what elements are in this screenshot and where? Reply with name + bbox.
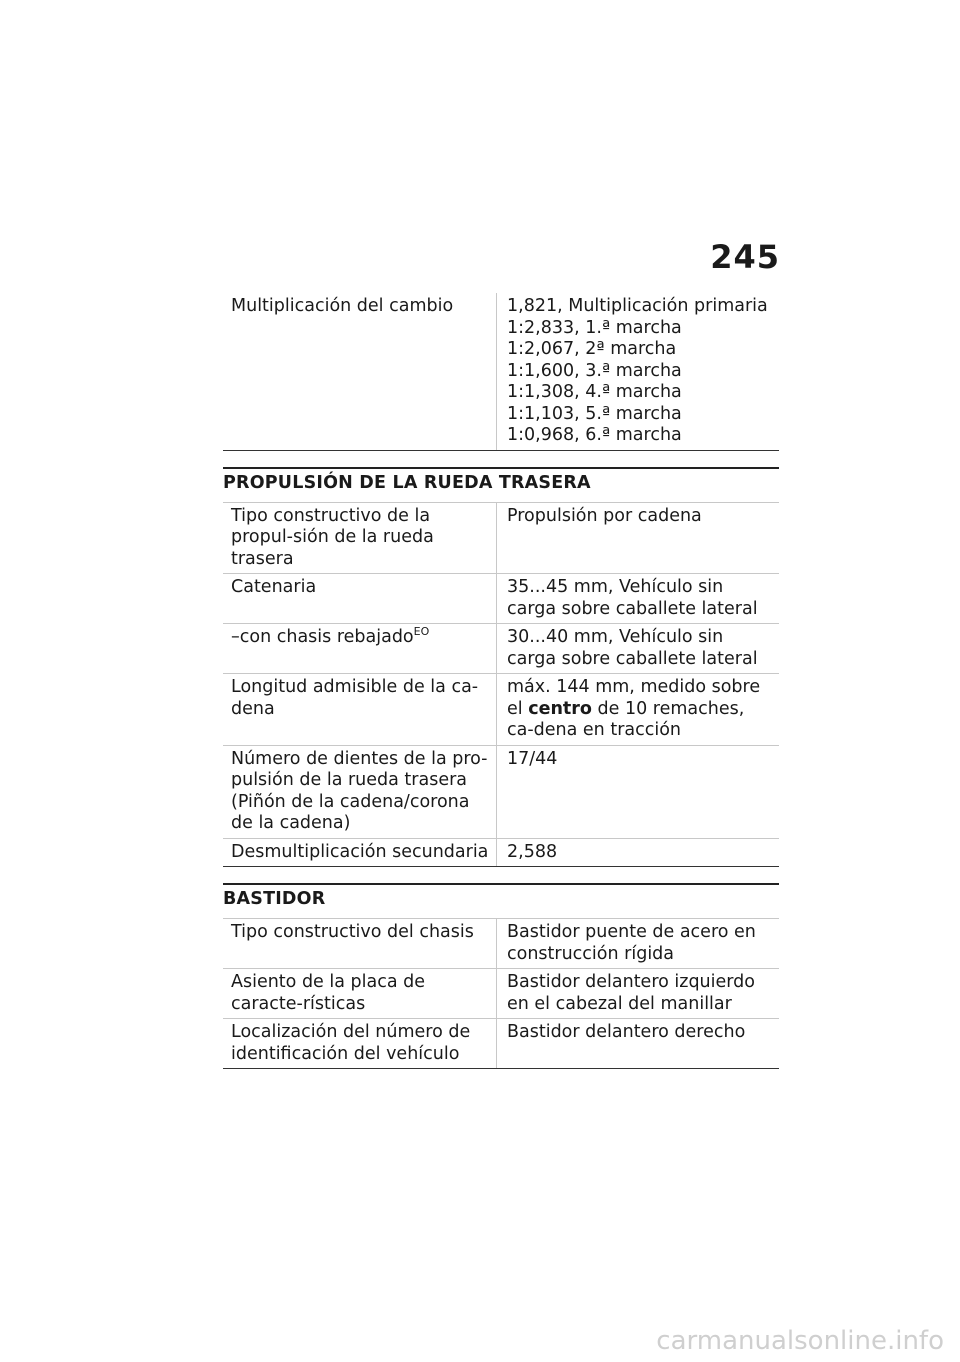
- spec-label: [223, 624, 497, 674]
- table-row: [223, 503, 779, 574]
- spec-label: Asiento de la placa de caracte-rísticas: [223, 969, 497, 1019]
- gear-ratio-line: 1:2,833, 1.ª marcha: [507, 317, 682, 338]
- table-row: [223, 745, 779, 838]
- spec-value: 17/44: [497, 745, 780, 838]
- table-row: [223, 674, 779, 746]
- gear-ratio-line: 1:1,103, 5.ª marcha: [507, 403, 682, 424]
- section-heading-rear-drive: PROPULSIÓN DE LA RUEDA TRASERA: [223, 467, 779, 503]
- gear-ratio-line: 1:2,067, 2ª marcha: [507, 339, 677, 359]
- gear-ratio-line: 1:1,600, 3.ª marcha: [507, 360, 682, 381]
- table-row: [223, 624, 779, 674]
- section-heading-frame: BASTIDOR: [223, 883, 779, 919]
- emphasis-text: centro: [528, 698, 592, 719]
- spec-value: 2,588: [497, 838, 780, 867]
- gear-ratio-line: 1:0,968, 6.ª marcha: [507, 425, 682, 445]
- table-row: [223, 969, 779, 1019]
- spec-value: 30...40 mm, Vehículo sin carga sobre caballete lateral: [497, 624, 780, 674]
- spec-label: Multiplicación del cambio: [223, 293, 497, 450]
- table-row: [223, 919, 779, 969]
- rear-drive-table: [223, 503, 779, 868]
- watermark: carmanualsonline.info: [656, 1326, 944, 1356]
- spec-label: Catenaria: [223, 574, 497, 624]
- spec-value-text: de 10 remaches, ca-dena en tracción: [507, 698, 745, 740]
- spec-content: [223, 293, 779, 1069]
- table-row: [223, 574, 779, 624]
- spec-value: Bastidor puente de acero en construcción rígida: [497, 919, 780, 969]
- spec-value: Bastidor delantero derecho: [497, 1019, 780, 1069]
- spec-value: [497, 674, 780, 746]
- spec-label: Tipo constructivo de la propul-sión de la rueda trasera: [223, 503, 497, 574]
- table-row: [223, 838, 779, 867]
- gear-ratios: [497, 293, 780, 450]
- frame-table: [223, 919, 779, 1069]
- transmission-table: [223, 293, 779, 451]
- spec-label: Número de dientes de la pro-pulsión de la rueda trasera (Piñón de la cadena/corona de la cadena): [223, 745, 497, 838]
- page-number: 245: [710, 238, 780, 276]
- table-row: [223, 293, 779, 450]
- spec-value: Propulsión por cadena: [497, 503, 780, 574]
- spec-label: Desmultiplicación secundaria: [223, 838, 497, 867]
- spec-label: Tipo constructivo del chasis: [223, 919, 497, 969]
- table-row: [223, 1019, 779, 1069]
- spec-value: 35...45 mm, Vehículo sin carga sobre caballete lateral: [497, 574, 780, 624]
- gear-ratio-line: 1:1,308, 4.ª marcha: [507, 382, 682, 402]
- spec-value: Bastidor delantero izquierdo en el cabezal del manillar: [497, 969, 780, 1019]
- spec-label: Longitud admisible de la ca-dena: [223, 674, 497, 746]
- spec-value-text: máx. 144 mm, medido sobre el: [507, 677, 761, 719]
- footnote-marker: EO: [413, 625, 430, 639]
- gear-ratio-line: 1,821, Multiplicación primaria: [507, 296, 768, 316]
- spec-label: Localización del número de identificación del vehículo: [223, 1019, 497, 1069]
- spec-label-text: –con chasis rebajado: [231, 627, 414, 647]
